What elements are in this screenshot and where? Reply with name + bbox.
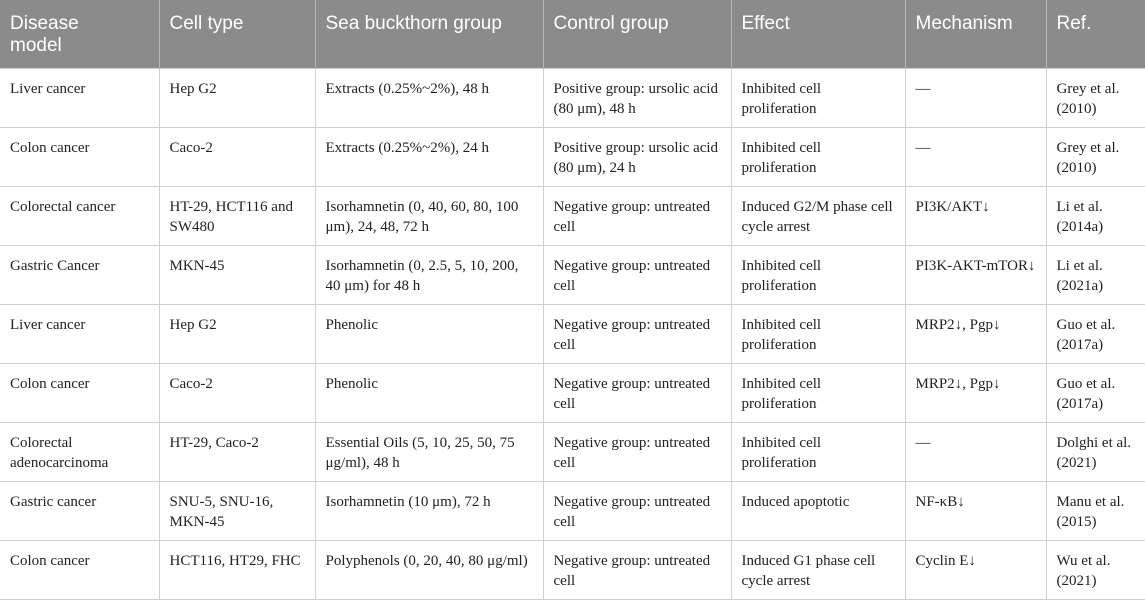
table-row: [0, 68, 1145, 127]
cell-mechanism: MRP2↓, Pgp↓: [905, 304, 1046, 363]
cell-disease-model: Liver cancer: [0, 68, 159, 127]
cell-disease-model: Colorectal adenocarcinoma: [0, 422, 159, 481]
cell-cell-type: Hep G2: [159, 304, 315, 363]
cell-control-group: Negative group: untreated cell: [543, 540, 731, 599]
cell-control-group: Negative group: untreated cell: [543, 481, 731, 540]
cell-ref: Guo et al. (2017a): [1046, 304, 1145, 363]
cell-effect: Inhibited cell proliferation: [731, 422, 905, 481]
cell-control-group: Negative group: untreated cell: [543, 363, 731, 422]
cell-ref: Grey et al. (2010): [1046, 68, 1145, 127]
cell-control-group: Positive group: ursolic acid (80 μm), 48 h: [543, 68, 731, 127]
table-row: [0, 363, 1145, 422]
cell-cell-type: SNU-5, SNU-16, MKN-45: [159, 481, 315, 540]
cell-cell-type: HT-29, Caco-2: [159, 422, 315, 481]
cell-mechanism: —: [905, 127, 1046, 186]
cell-mechanism: PI3K/AKT↓: [905, 186, 1046, 245]
table-row: [0, 481, 1145, 540]
cell-mechanism: —: [905, 68, 1046, 127]
table-row: [0, 304, 1145, 363]
table-row: [0, 245, 1145, 304]
cell-disease-model: Colon cancer: [0, 127, 159, 186]
cell-control-group: Negative group: untreated cell: [543, 245, 731, 304]
table-row: [0, 186, 1145, 245]
cell-effect: Induced apoptotic: [731, 481, 905, 540]
cell-disease-model: Colorectal cancer: [0, 186, 159, 245]
cell-ref: Li et al. (2021a): [1046, 245, 1145, 304]
cell-effect: Inhibited cell proliferation: [731, 245, 905, 304]
cell-sea-buckthorn-group: Phenolic: [315, 304, 543, 363]
cell-mechanism: PI3K-AKT-mTOR↓: [905, 245, 1046, 304]
cell-effect: Inhibited cell proliferation: [731, 127, 905, 186]
cell-sea-buckthorn-group: Essential Oils (5, 10, 25, 50, 75 μg/ml), 48 h: [315, 422, 543, 481]
cell-mechanism: MRP2↓, Pgp↓: [905, 363, 1046, 422]
cell-ref: Guo et al. (2017a): [1046, 363, 1145, 422]
cell-ref: Li et al. (2014a): [1046, 186, 1145, 245]
cell-effect: Inhibited cell proliferation: [731, 363, 905, 422]
cell-disease-model: Colon cancer: [0, 540, 159, 599]
header-mechanism: Mechanism: [905, 0, 1046, 68]
cell-cell-type: Caco-2: [159, 127, 315, 186]
cell-effect: Induced G1 phase cell cycle arrest: [731, 540, 905, 599]
cell-control-group: Negative group: untreated cell: [543, 186, 731, 245]
cell-mechanism: Cyclin E↓: [905, 540, 1046, 599]
table-row: [0, 422, 1145, 481]
cell-cell-type: Caco-2: [159, 363, 315, 422]
cell-sea-buckthorn-group: Phenolic: [315, 363, 543, 422]
cell-sea-buckthorn-group: Extracts (0.25%~2%), 24 h: [315, 127, 543, 186]
cell-cell-type: MKN-45: [159, 245, 315, 304]
cell-sea-buckthorn-group: Polyphenols (0, 20, 40, 80 μg/ml): [315, 540, 543, 599]
cell-sea-buckthorn-group: Isorhamnetin (0, 40, 60, 80, 100 μm), 24, 48, 72 h: [315, 186, 543, 245]
cell-mechanism: —: [905, 422, 1046, 481]
cell-sea-buckthorn-group: Extracts (0.25%~2%), 48 h: [315, 68, 543, 127]
cell-sea-buckthorn-group: Isorhamnetin (0, 2.5, 5, 10, 200, 40 μm) for 48 h: [315, 245, 543, 304]
cell-disease-model: Gastric cancer: [0, 481, 159, 540]
cell-ref: Grey et al. (2010): [1046, 127, 1145, 186]
header-ref: Ref.: [1046, 0, 1145, 68]
cell-control-group: Negative group: untreated cell: [543, 304, 731, 363]
cell-disease-model: Liver cancer: [0, 304, 159, 363]
cell-effect: Inhibited cell proliferation: [731, 68, 905, 127]
cell-ref: Dolghi et al. (2021): [1046, 422, 1145, 481]
cell-sea-buckthorn-group: Isorhamnetin (10 μm), 72 h: [315, 481, 543, 540]
cell-disease-model: Gastric Cancer: [0, 245, 159, 304]
header-disease-model: Disease model: [10, 13, 79, 56]
table-body: [0, 68, 1145, 599]
table-row: [0, 127, 1145, 186]
header-control-group: Control group: [543, 0, 731, 68]
table-header: [0, 0, 1145, 68]
cell-control-group: Negative group: untreated cell: [543, 422, 731, 481]
header-effect: Effect: [731, 0, 905, 68]
cell-ref: Wu et al. (2021): [1046, 540, 1145, 599]
cell-cell-type: Hep G2: [159, 68, 315, 127]
header-cell-type: Cell type: [159, 0, 315, 68]
header-row: [0, 0, 1145, 68]
cell-effect: Induced G2/M phase cell cycle arrest: [731, 186, 905, 245]
cell-mechanism: NF-κB↓: [905, 481, 1046, 540]
header-sea-buckthorn-group: Sea buckthorn group: [315, 0, 543, 68]
cell-control-group: Positive group: ursolic acid (80 μm), 24 h: [543, 127, 731, 186]
table-row: [0, 540, 1145, 599]
cell-cell-type: HCT116, HT29, FHC: [159, 540, 315, 599]
cell-cell-type: HT-29, HCT116 and SW480: [159, 186, 315, 245]
cell-ref: Manu et al. (2015): [1046, 481, 1145, 540]
cell-disease-model: Colon cancer: [0, 363, 159, 422]
cell-effect: Inhibited cell proliferation: [731, 304, 905, 363]
